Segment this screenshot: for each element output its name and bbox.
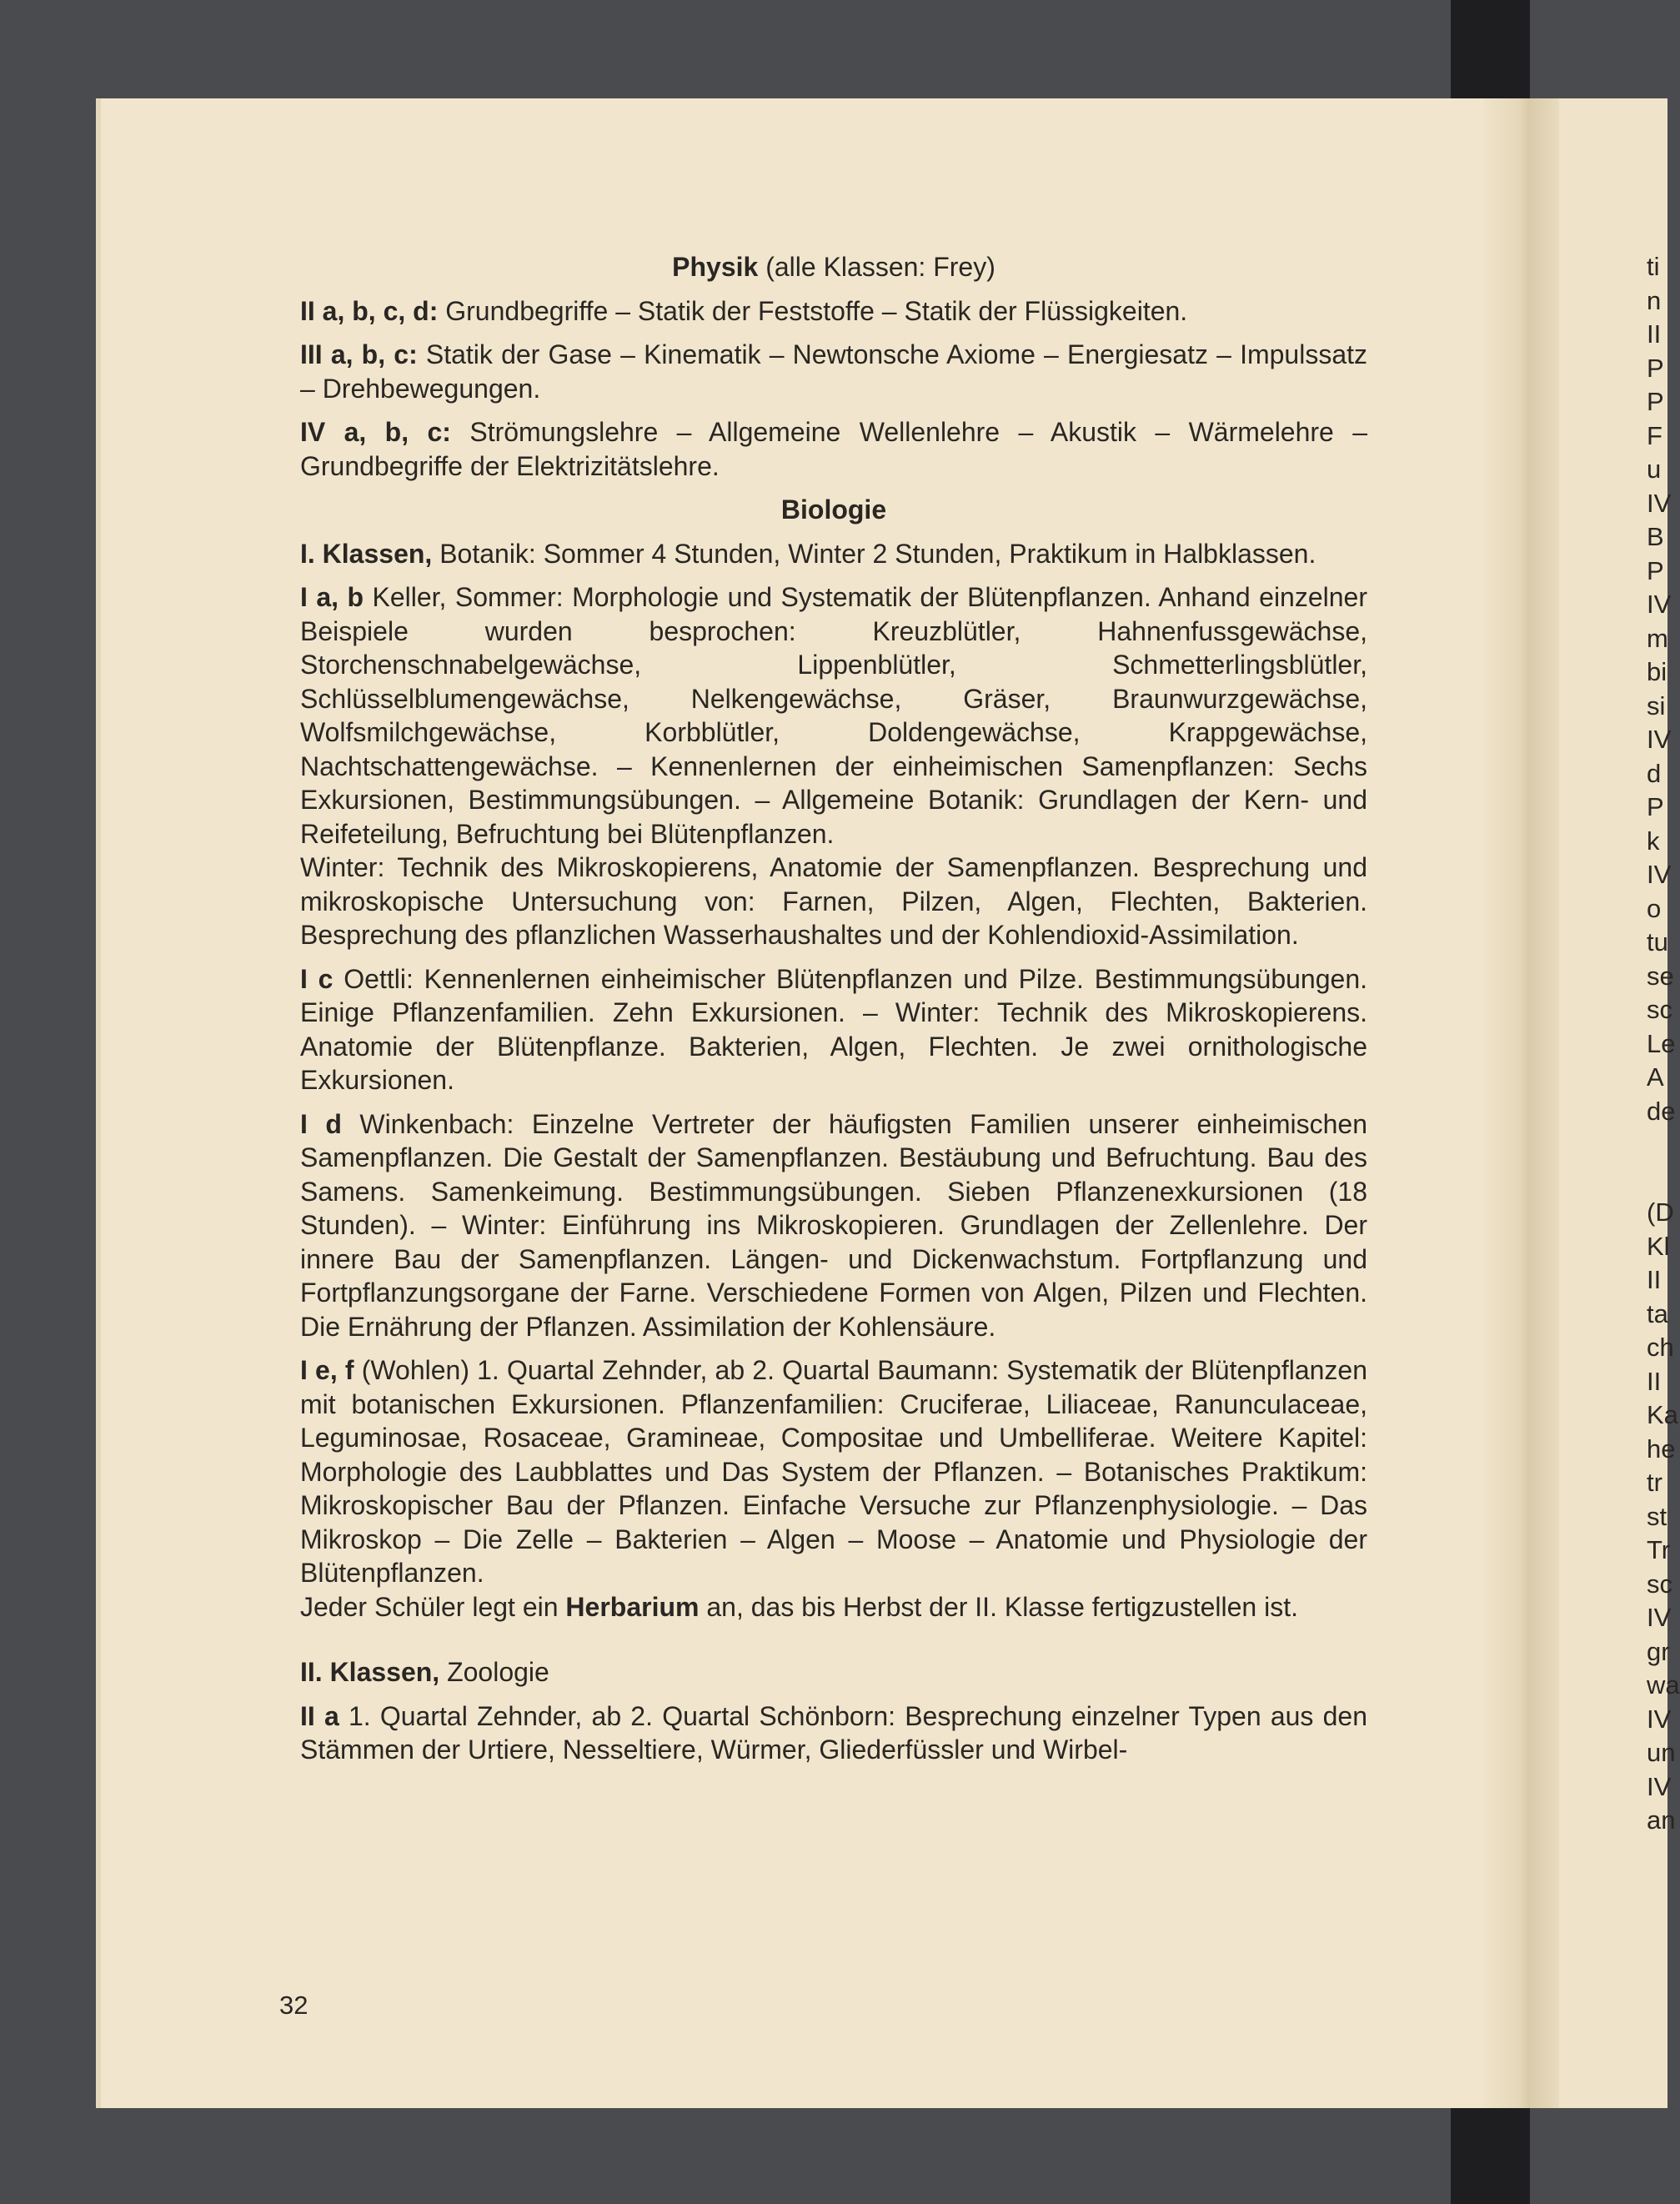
right-page-fragment: st [1647, 1501, 1667, 1531]
paragraph-text: Oettli: Kennenlernen einheimischer Blütenpflanzen und Pilze. Bestimmungsübungen. Einige Pflanzenfamilien. Zehn Exkursionen. – Winter: Technik des Mikroskopierens. Anatomie der Blütenpflanze. Bakterien, Algen, Flechten. Je zwei ornithologische Exkursionen. [300, 963, 1368, 1095]
page-content [300, 250, 1367, 1777]
herbarium-paragraph [300, 1590, 1367, 1624]
right-page-fragment: gr [1647, 1636, 1670, 1666]
right-page-fragment: ti [1647, 252, 1660, 281]
right-page-fragment: sc [1647, 1569, 1672, 1599]
right-page-fragment: II [1647, 1265, 1662, 1294]
right-page-fragment: II [1647, 1366, 1662, 1396]
right-page-fragment: k [1647, 826, 1660, 856]
paragraph-text: Winkenbach: Einzelne Vertreter der häufigsten Familien unserer einheimischen Samenpflanzen. Die Gestalt der Samenpflanzen. Bestäubung und Befruchtung. Bau des Samens. Samenkeimung. Bestimmungsübungen. Sieben Pflanzenexkursionen (18 Stunden). – Winter: Einführung ins Mikroskopieren. Grundlagen der Zellenlehre. Der innere Bau der Samenpflanzen. Längen- und Dickenwachstum. Fortpflanzung und Fortpflanzungsorgane der Farne. Verschiedene Formen von Algen, Pilzen und Flechten. Die Ernährung der Pflanzen. Assimilation der Kohlensäure. [300, 1108, 1368, 1342]
biologie-paragraph [300, 1107, 1367, 1344]
right-page-fragment: ta [1647, 1298, 1668, 1328]
right-page-fragment: m [1647, 623, 1668, 653]
class-label: II a [300, 1700, 339, 1731]
class-label: II. Klassen, [300, 1657, 440, 1687]
right-page-fragment: u [1647, 454, 1662, 484]
physik-item [300, 338, 1367, 405]
right-page-fragments [1647, 250, 1680, 1838]
paragraph-text: Zoologie [447, 1657, 549, 1687]
book-gutter [1484, 98, 1559, 2108]
right-page-fragment: F [1647, 420, 1662, 450]
item-text: Grundbegriffe – Statik der Feststoffe – Statik der Flüssigkeiten. [445, 295, 1188, 326]
right-page-fragment: IV [1647, 725, 1672, 754]
right-page-fragment: P [1647, 387, 1664, 416]
paragraph-text: (Wohlen) 1. Quartal Zehnder, ab 2. Quartal Baumann: Systematik der Blütenpflanzen mit botanischen Exkursionen. Pflanzenfamilien: Cruciferae, Liliaceae, Ranunculaceae, Leguminosae, Rosaceae, Gramineae, Compositae und Umbelliferae. Weitere Kapitel: Morphologie des Laubblattes und Das System der Pflanzen. – Botanisches Praktikum: Mikroskopischer Bau der Pflanzen. Einfache Versuche zur Pflanzenphysiologie. – Das Mikroskop – Die Zelle – Bakterien – Algen – Moose – Anatomie und Physiologie der Blütenpflanzen. [300, 1355, 1368, 1588]
right-page-fragment: se [1647, 961, 1674, 991]
right-page-fragment: ch [1647, 1333, 1674, 1362]
right-page-fragment: A [1647, 1062, 1664, 1092]
right-page-fragment [1647, 1128, 1667, 1162]
biologie-paragraph [300, 1353, 1367, 1590]
right-page-fragment: tu [1647, 927, 1668, 956]
class-label: I c [300, 963, 333, 994]
right-page-fragment: an [1647, 1805, 1676, 1835]
right-page-fragment: Tr [1647, 1535, 1671, 1564]
physik-item [300, 294, 1367, 329]
right-page-fragment: IV [1647, 1771, 1672, 1801]
right-page-fragment: IV [1647, 590, 1672, 619]
item-text: Statik der Gase – Kinematik – Newtonsche Axiome – Energiesatz – Impulssatz – Drehbewegungen. [300, 339, 1367, 404]
class-label: I. Klassen, [300, 538, 433, 569]
iia-paragraph [300, 1699, 1367, 1767]
binding-top [1451, 0, 1530, 98]
right-page-fragment: sc [1647, 995, 1672, 1024]
herbarium-after: an, das bis Herbst der II. Klasse fertigzustellen ist. [706, 1591, 1298, 1622]
right-page-fragment: wa [1647, 1670, 1680, 1699]
physik-subtitle: (alle Klassen: Frey) [765, 252, 995, 282]
class-label: III a, b, c: [300, 339, 418, 369]
item-text: Strömungslehre – Allgemeine Wellenlehre – Akustik – Wärmelehre – Grundbegriffe der Elektrizitätslehre. [300, 417, 1368, 481]
right-page-fragment: IV [1647, 488, 1672, 518]
right-page-fragment: o [1647, 893, 1662, 923]
right-page-fragment: IV [1647, 1603, 1672, 1632]
right-page-fragment: (D [1647, 1197, 1674, 1227]
paragraph-text: Winter: Technik des Mikroskopierens, Anatomie der Samenpflanzen. Besprechung und mikroskopische Untersuchung von: Farnen, Pilzen, Algen, Flechten, Bakterien. Besprechung des pflanzlichen Wasserhaushaltes und der Kohlendioxid-Assimilation. [300, 852, 1367, 950]
klassen-i-paragraph [300, 537, 1367, 571]
class-label: II a, b, c, d: [300, 295, 439, 326]
class-label: I e, f [300, 1355, 354, 1385]
right-page-fragment: IV [1647, 1704, 1672, 1734]
right-page-fragment: n [1647, 285, 1662, 315]
right-page-fragment: he [1647, 1433, 1676, 1463]
physik-heading [300, 250, 1367, 284]
right-page-fragment: Kl [1647, 1231, 1670, 1261]
herbarium-bold: Herbarium [565, 1591, 700, 1622]
class-label: I d [300, 1108, 342, 1139]
right-page-fragment: II [1647, 319, 1662, 349]
right-page-fragment: P [1647, 353, 1664, 383]
class-label: I a, b [300, 582, 364, 612]
class-label: IV a, b, c: [300, 417, 451, 447]
right-page-fragment: de [1647, 1096, 1676, 1126]
right-page-fragment: un [1647, 1738, 1676, 1767]
herbarium-before: Jeder Schüler legt ein [300, 1591, 559, 1622]
right-page-fragment [1647, 1162, 1667, 1197]
page-number: 32 [279, 1991, 308, 2020]
physik-title: Physik [672, 252, 759, 282]
right-page-fragment: tr [1647, 1468, 1662, 1497]
paragraph-text: Botanik: Sommer 4 Stunden, Winter 2 Stunden, Praktikum in Halbklassen. [439, 538, 1316, 569]
right-page-fragment: IV [1647, 860, 1672, 889]
biologie-paragraph [300, 962, 1367, 1097]
biologie-paragraph [300, 851, 1367, 952]
right-page-fragment: P [1647, 792, 1664, 821]
right-page-fragment: d [1647, 758, 1662, 788]
right-page-fragment: si [1647, 690, 1666, 720]
right-page-fragment: P [1647, 555, 1664, 585]
right-page-fragment: Le [1647, 1028, 1676, 1058]
paragraph-text: 1. Quartal Zehnder, ab 2. Quartal Schönborn: Besprechung einzelner Typen aus den Stämmen der Urtiere, Nesseltiere, Würmer, Gliederfüssler und Wirbel- [300, 1700, 1368, 1765]
binding-bottom [1451, 2108, 1530, 2204]
right-page-fragment: Ka [1647, 1400, 1678, 1429]
paragraph-text: Keller, Sommer: Morphologie und Systematik der Blütenpflanzen. Anhand einzelner Beispiele wurden besprochen: Kreuzblütler, Hahnenfussgewächse, Storchenschnabelgewächse, Lippenblütler, Schmetterlingsblütler, Schlüsselblumengewächse, Nelkengewächse, Gräser, Braunwurzgewächse, Wolfsmilchgewächse, Korbblütler, Doldengewächse, Krappgewächse, Nachtschattengewächse. – Kennenlernen der einheimischen Samenpflanzen: Sechs Exkursionen, Bestimmungsübungen. – Allgemeine Botanik: Grundlagen der Kern- und Reifeteilung, Befruchtung bei Blütenpflanzen. [300, 582, 1368, 849]
klassen-ii-paragraph [300, 1655, 1367, 1689]
right-page-fragment: bi [1647, 657, 1667, 686]
biologie-paragraph [300, 580, 1367, 851]
right-page-fragment: B [1647, 522, 1664, 551]
biologie-heading: Biologie [780, 495, 887, 525]
physik-item [300, 415, 1367, 483]
